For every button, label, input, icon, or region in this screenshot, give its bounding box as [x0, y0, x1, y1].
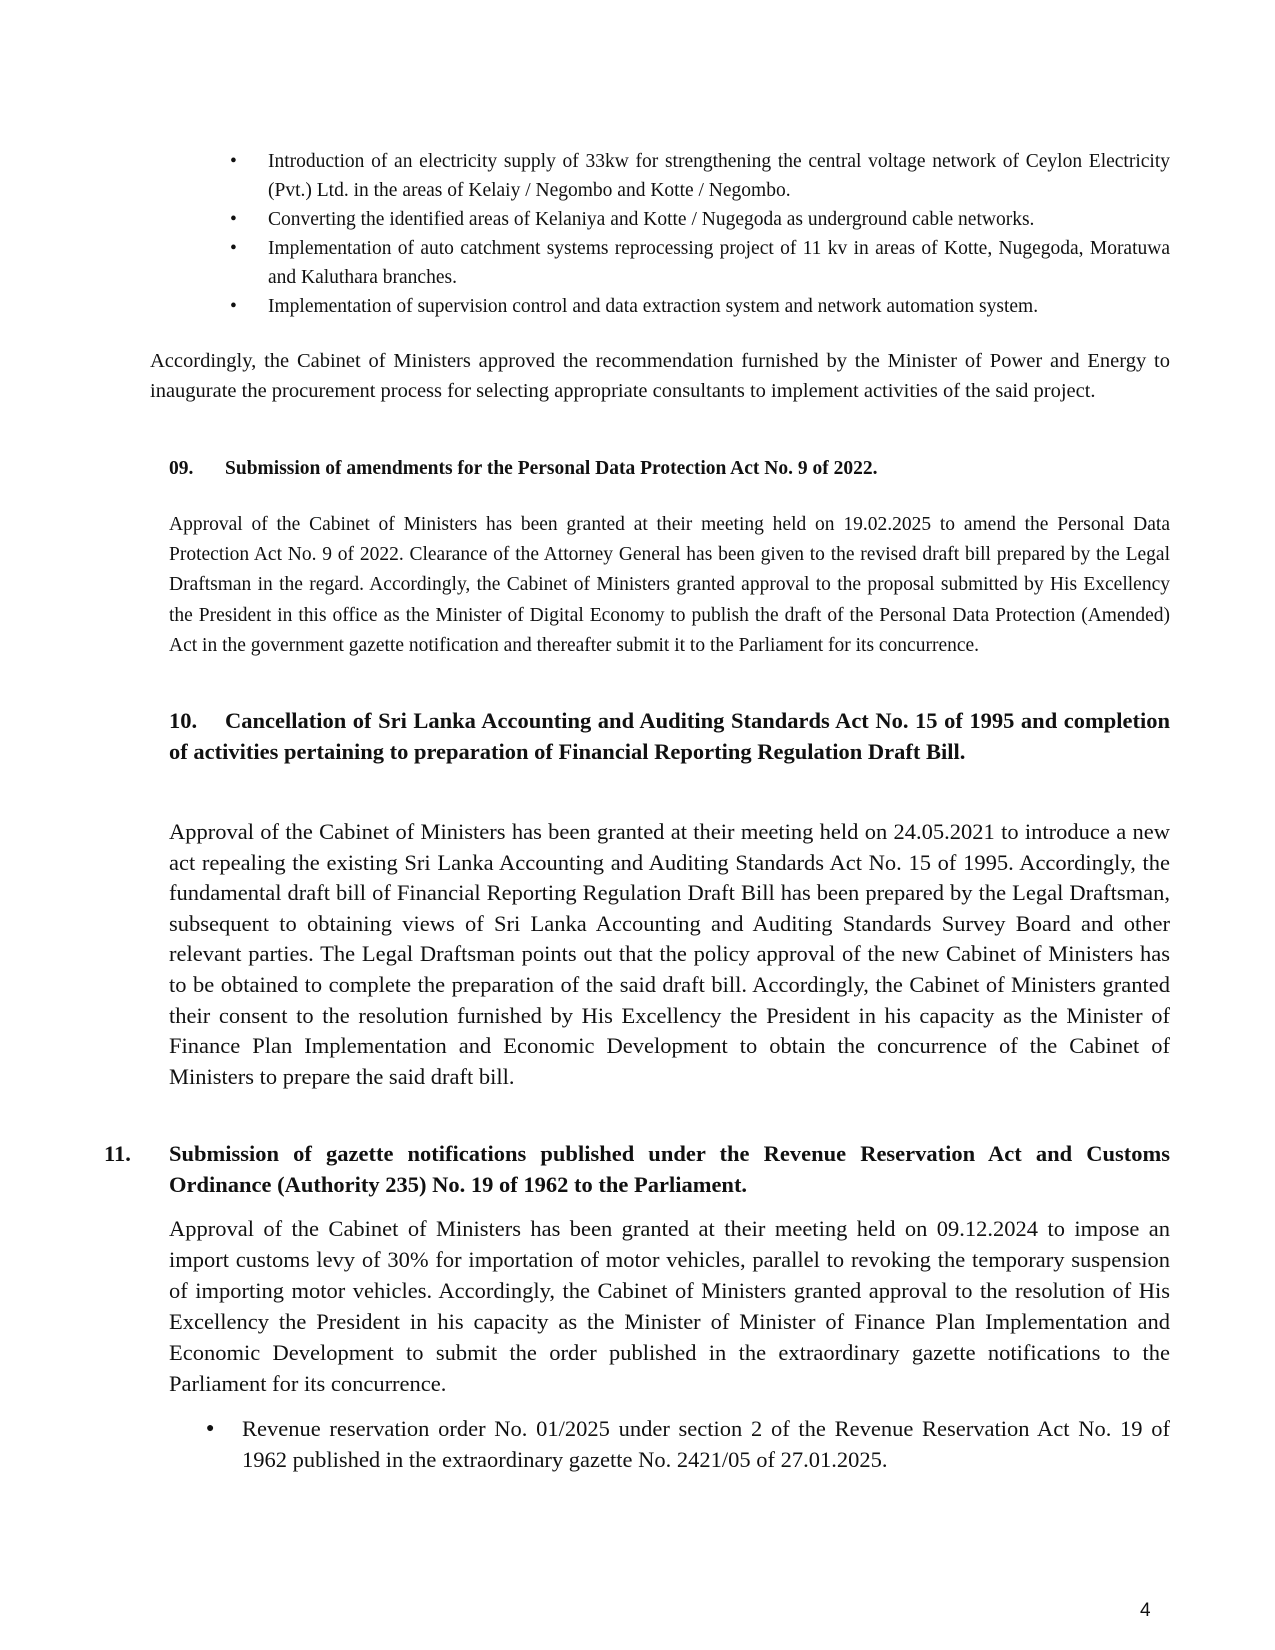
section-10-heading: [169, 705, 1170, 767]
project-activities-list: [230, 147, 1170, 321]
section-11-number: 11.: [104, 1141, 131, 1166]
list-item: • Converting the identified areas of Kelaniya and Kotte / Nugegoda as underground cable networks.: [230, 205, 1170, 234]
section-10-title: Cancellation of Sri Lanka Accounting and Auditing Standards Act No. 15 of 1995 and completion of activities pertaining to preparation of Financial Reporting Regulation Draft Bill.: [169, 708, 1170, 764]
list-item: • Implementation of auto catchment systems reprocessing project of 11 kv in areas of Kotte, Nugegoda, Moratuwa and Kaluthara branches.: [230, 234, 1170, 292]
list-item: ● Revenue reservation order No. 01/2025 under section 2 of the Revenue Reservation Act No. 19 of 1962 published in the extraordinary gazette No. 2421/05 of 27.01.2025.: [200, 1413, 1170, 1475]
intro-paragraph: Accordingly, the Cabinet of Ministers approved the recommendation furnished by the Minister of Power and Energy to inaugurate the procurement process for selecting appropriate consultants to implement activities of the said project.: [150, 350, 1170, 402]
list-item: • Introduction of an electricity supply of 33kw for strengthening the central voltage network of Ceylon Electricity (Pvt.) Ltd. in the areas of Kelaiy / Negombo and Kotte / Negombo.: [230, 147, 1170, 205]
section-09-heading: [169, 455, 1169, 483]
section-11-title: Submission of gazette notifications published under the Revenue Reservation Act and Customs Ordinance (Authority 235) No. 19 of 1962 to the Parliament.: [169, 1141, 1170, 1197]
gazette-orders-list: [200, 1413, 1170, 1475]
section-09-number: 09.: [169, 458, 194, 479]
section-09-body: Approval of the Cabinet of Ministers has been granted at their meeting held on 19.02.2025 to amend the Personal Data Protection Act No. 9 of 2022. Clearance of the Attorney General has been given to the revised draft bill prepared by the Legal Draftsman in the regard. Accordingly, the Cabinet of Ministers granted approval to the proposal submitted by His Excellency the President in this office as the Minister of Digital Economy to publish the draft of the Personal Data Protection (Amended) Act in the government gazette notification and thereafter submit it to the Parliament for its concurrence.: [169, 514, 1170, 656]
list-item: • Implementation of supervision control and data extraction system and network automation system.: [230, 292, 1170, 321]
section-11-body: Approval of the Cabinet of Ministers has been granted at their meeting held on 09.12.2024 to impose an import customs levy of 30% for importation of motor vehicles, parallel to revoking the temporary suspension of importing motor vehicles. Accordingly, the Cabinet of Ministers granted approval to the resolution of His Excellency the President in his capacity as the Minister of Minister of Finance Plan Implementation and Economic Development to submit the order published in the extraordinary gazette notifications to the Parliament for its concurrence.: [169, 1216, 1170, 1396]
section-10-body: Approval of the Cabinet of Ministers has been granted at their meeting held on 24.05.2021 to introduce a new act repealing the existing Sri Lanka Accounting and Auditing Standards Act No. 15 of 1995. Accordingly, the fundamental draft bill of Financial Reporting Regulation Draft Bill has been prepared by the Legal Draftsman, subsequent to obtaining views of Sri Lanka Accounting and Auditing Standards Survey Board and other relevant parties. The Legal Draftsman points out that the policy approval of the new Cabinet of Ministers has to be obtained to complete the preparation of the said draft bill. Accordingly, the Cabinet of Ministers granted their consent to the resolution furnished by His Excellency the President in his capacity as the Minister of Finance Plan Implementation and Economic Development to obtain the concurrence of the Cabinet of Ministers to prepare the said draft bill.: [169, 819, 1170, 1089]
section-10-number: 10.: [169, 708, 198, 733]
page-number: 4: [1140, 1600, 1151, 1621]
section-09-title: Submission of amendments for the Personal Data Protection Act No. 9 of 2022.: [225, 458, 878, 479]
